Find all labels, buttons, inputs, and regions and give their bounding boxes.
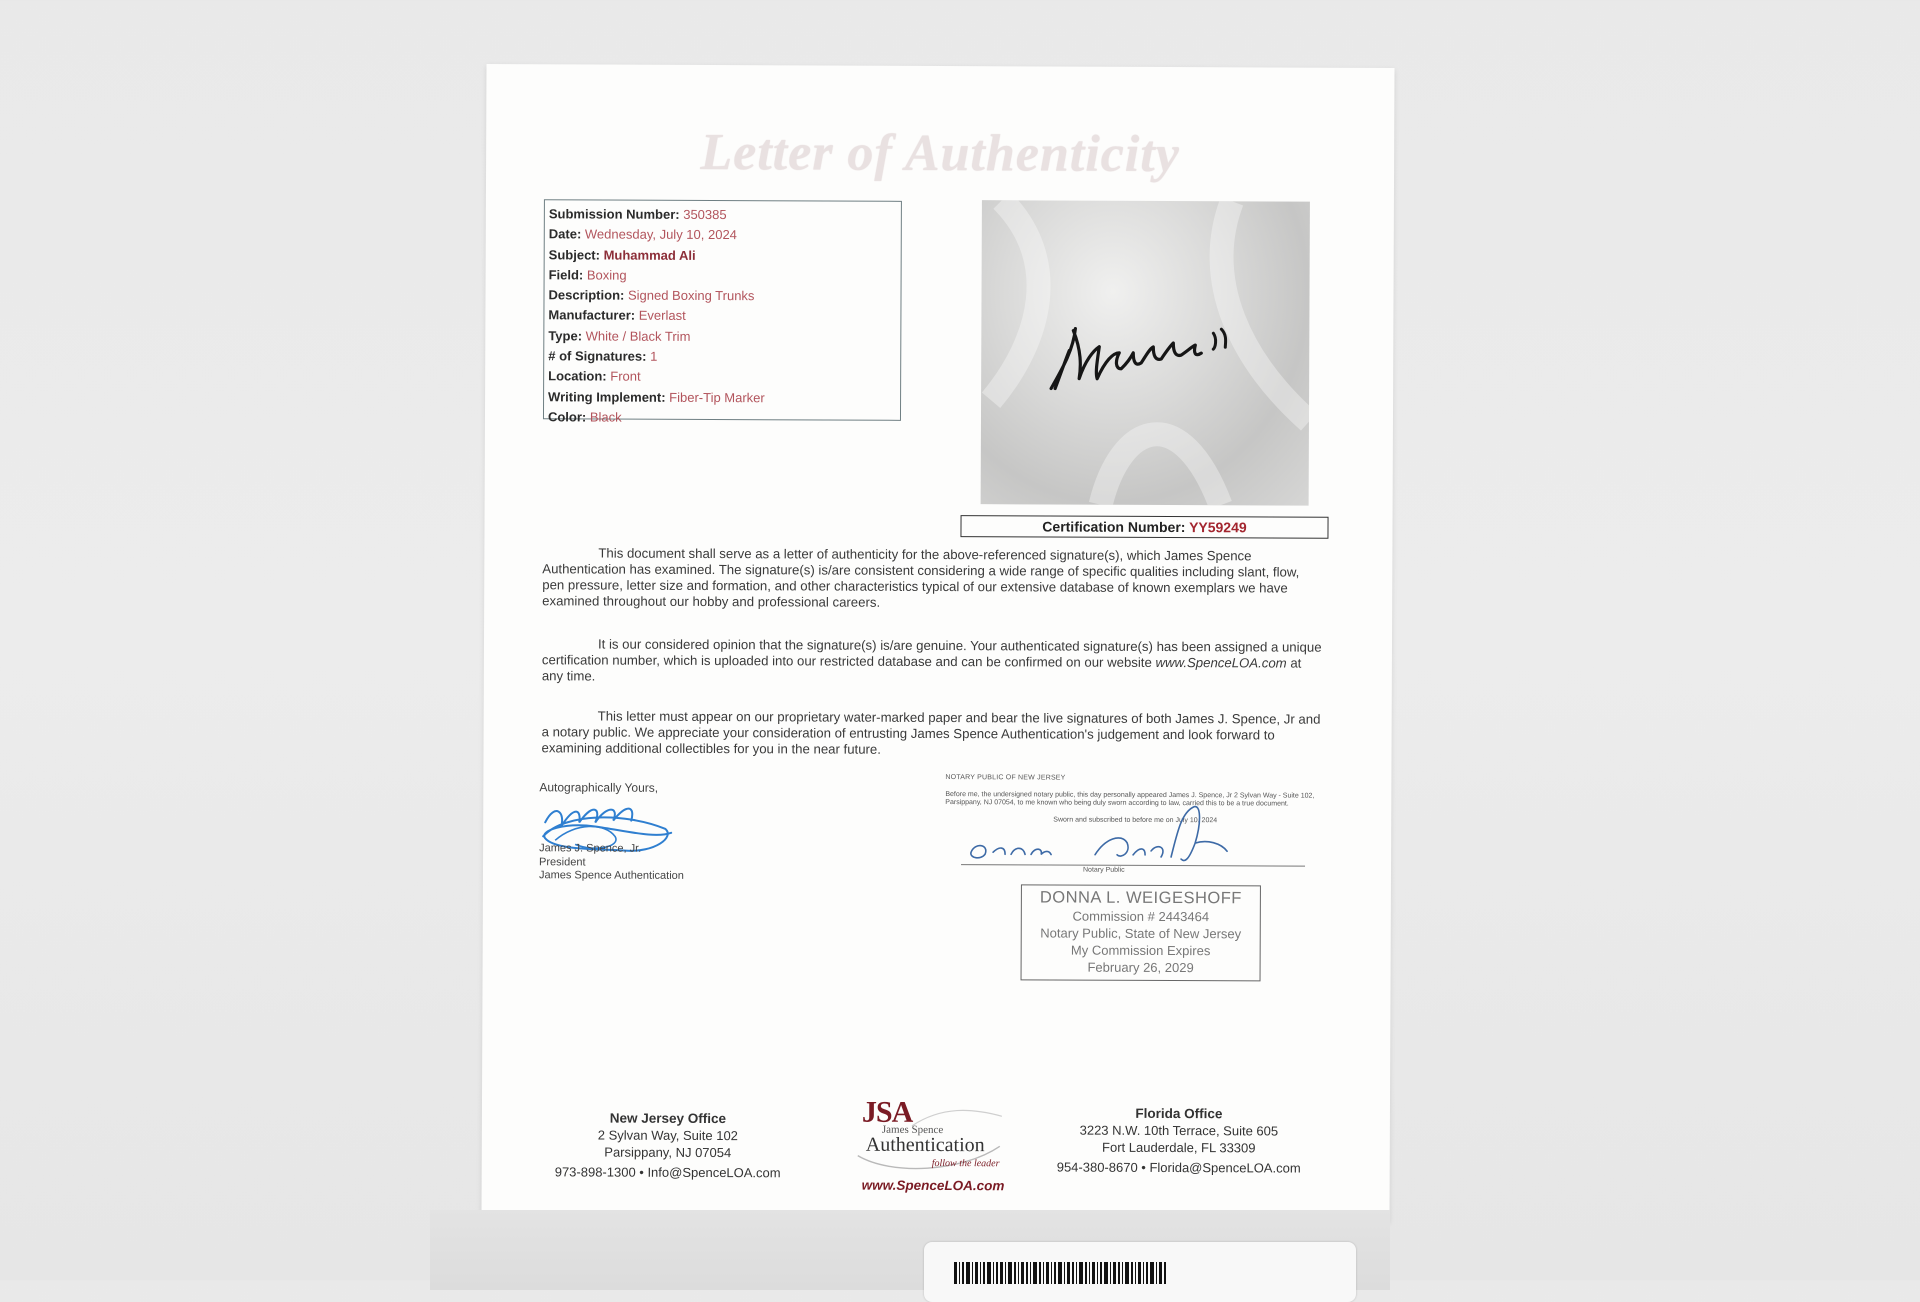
fl-office-address-2: Fort Lauderdale, FL 33309	[1102, 1139, 1256, 1156]
certification-label: Certification Number:	[1042, 518, 1186, 536]
notary-heading: NOTARY PUBLIC OF NEW JERSEY	[945, 774, 1066, 782]
info-value: Front	[610, 368, 641, 385]
info-value: Fiber-Tip Marker	[669, 389, 765, 405]
info-row-color	[548, 407, 896, 429]
info-row-type	[548, 326, 896, 348]
signer-details	[539, 842, 684, 883]
info-label: Color:	[547, 409, 587, 425]
info-row-signatures	[548, 346, 896, 368]
notary-expires-label: My Commission Expires	[1070, 942, 1211, 959]
signer-title: President	[539, 855, 586, 868]
logo-authentication-text: Authentication	[865, 1133, 985, 1157]
paragraph-opinion-end: at any time.	[541, 655, 1302, 684]
nj-office-address-1: 2 Sylvan Way, Suite 102	[597, 1127, 738, 1144]
info-value: Signed Boxing Trunks	[627, 287, 755, 304]
nj-office-address-2: Parsippany, NJ 07054	[604, 1144, 732, 1161]
info-row-description	[548, 285, 896, 307]
info-value: Everlast	[638, 308, 686, 324]
info-label: Type:	[548, 328, 583, 344]
info-value: Boxing	[586, 267, 627, 283]
info-label: Location:	[548, 368, 607, 384]
authenticity-letter	[481, 64, 1394, 1222]
fl-office-title: Florida Office	[1135, 1105, 1223, 1122]
certification-number: YY59249	[1189, 519, 1247, 536]
item-photo	[981, 200, 1310, 505]
barcode-icon	[954, 1262, 1194, 1284]
president-signature-block	[539, 780, 779, 891]
notary-expires-date: February 26, 2029	[1087, 959, 1194, 976]
notary-state: Notary Public, State of New Jersey	[1040, 925, 1242, 942]
info-label: Field:	[548, 267, 584, 283]
nj-office-contact: 973-898-1300 • Info@SpenceLOA.com	[554, 1164, 781, 1181]
info-label: Date:	[548, 226, 582, 242]
logo-website: www.SpenceLOA.com	[861, 1177, 1005, 1194]
notary-name: DONNA L. WEIGESHOFF	[1039, 888, 1242, 908]
logo-jsa-text: JSA	[861, 1095, 913, 1129]
fl-office-address-1: 3223 N.W. 10th Terrace, Suite 605	[1079, 1122, 1279, 1139]
notary-signature-line	[961, 864, 1305, 867]
logo-james-spence-text: James Spence	[881, 1123, 944, 1137]
nj-office-block	[536, 1109, 800, 1181]
notary-body: Before me, the undersigned notary public, this day personally appeared James J. Spence, Jr 2 Sylvan Way - Suite 102, Parsippany, NJ 07054, to me known who being duly sworn according to law, carried this to be a true document.	[945, 790, 1315, 808]
notary-seal-stamp	[1021, 884, 1261, 981]
info-row-subject	[549, 245, 897, 267]
notary-public-label: Notary Public	[1082, 866, 1125, 874]
info-value: 350385	[683, 206, 727, 223]
certification-number-box	[960, 515, 1328, 539]
nj-office-title: New Jersey Office	[609, 1110, 727, 1127]
notary-signature-image	[945, 802, 1245, 863]
fl-office-block	[1034, 1104, 1324, 1176]
closing-text: Autographically Yours,	[539, 780, 659, 795]
fl-office-contact: 954-380-8670 • Florida@SpenceLOA.com	[1056, 1159, 1301, 1176]
info-label: Submission Number:	[548, 206, 680, 222]
paragraph-opinion-text: It is our considered opinion that the signature(s) is/are genuine. Your authenticated signature(s) has been assigned a unique certification number, which is uploaded into our restricted database and can be confirmed on our website	[541, 636, 1322, 670]
info-value: Muhammad Ali	[603, 247, 696, 263]
info-value: White / Black Trim	[585, 328, 691, 344]
info-row-location	[548, 367, 896, 389]
watermark-title: Letter of Authenticity	[700, 123, 1180, 184]
paragraph-authenticity: This document shall serve as a letter of authenticity for the above-referenced signature(s), which James Spence Authentication has examined. The signature(s) is/are consistent considering a wide range of specific qualities including slant, flow, pen pressure, letter size and formation, and other characteristics typical of our extensive database of known exemplars we have examined throughout our hobby and professional careers.	[542, 545, 1300, 610]
info-row-field	[549, 265, 897, 287]
info-row-manufacturer	[548, 306, 896, 328]
info-label: Description:	[548, 287, 625, 303]
info-row-date	[549, 225, 897, 247]
info-row-implement	[548, 387, 896, 409]
notary-commission: Commission # 2443464	[1072, 908, 1210, 925]
autograph-signature-image	[981, 200, 1310, 505]
signer-name: James J. Spence, Jr.	[539, 842, 642, 855]
jsa-logo	[852, 1095, 1005, 1197]
info-value: Wednesday, July 10, 2024	[584, 226, 737, 243]
item-info-box	[543, 199, 902, 425]
info-row-submission	[549, 204, 897, 226]
info-label: # of Signatures:	[548, 348, 647, 364]
barcode-label-card	[924, 1242, 1356, 1302]
info-label: Subject:	[548, 246, 601, 263]
info-label: Manufacturer:	[548, 307, 636, 324]
paragraph-watermark-notice: This letter must appear on our proprietary water-marked paper and bear the live signatures of both James J. Spence, Jr and a notary public. We appreciate your consideration of entrusting James Spence Authentication's judgement and look forward to examining additional collectibles for you in the near future.	[541, 708, 1321, 757]
signer-company: James Spence Authentication	[538, 869, 684, 882]
logo-tagline: follow the leader	[931, 1157, 1000, 1170]
info-label: Writing Implement:	[548, 388, 666, 405]
info-value: Black	[589, 409, 622, 425]
paragraph-opinion	[542, 636, 1324, 687]
info-value: 1	[650, 348, 658, 364]
notary-sworn: Sworn and subscribed to before me on July 10, 2024	[1053, 816, 1218, 824]
website-text: www.SpenceLOA.com	[1155, 654, 1287, 671]
